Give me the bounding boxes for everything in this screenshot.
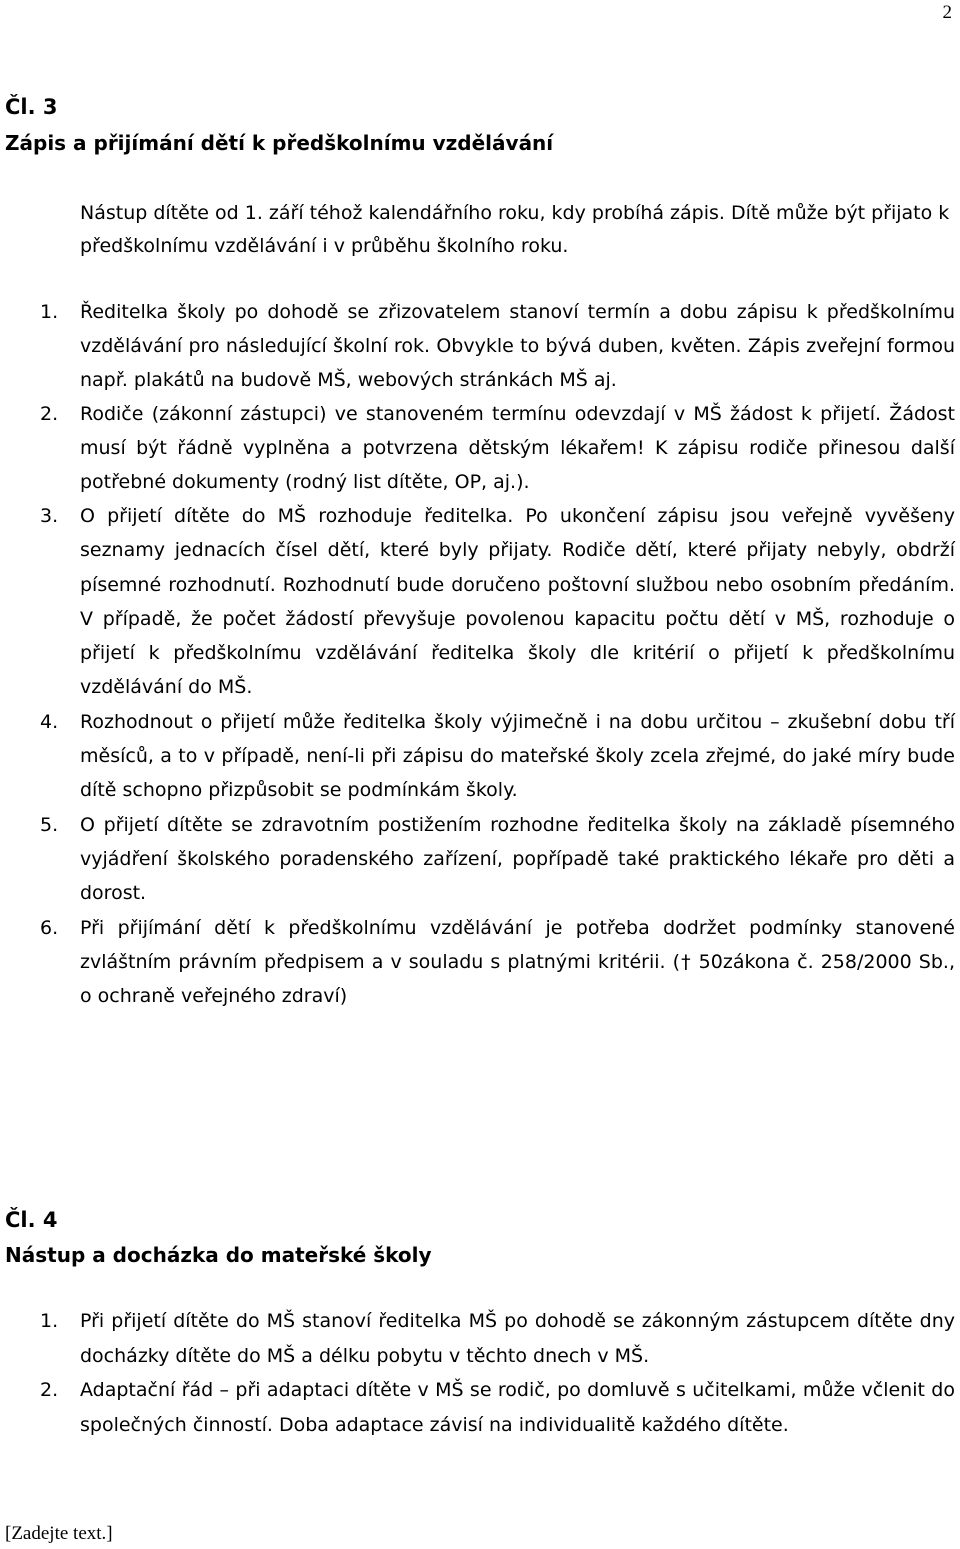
footer-placeholder: [Zadejte text.] xyxy=(5,1523,113,1544)
list-marker: 2. xyxy=(40,403,59,425)
list-item xyxy=(0,808,955,911)
list-item xyxy=(0,499,955,705)
list-item xyxy=(0,705,955,808)
list-marker: 4. xyxy=(40,710,59,733)
section-4-list xyxy=(0,1304,955,1442)
list-item-text: Při přijetí dítěte do MŠ stanoví ředitelka MŠ po dohodě se zákonným zástupcem dítěte dny docházky dítěte do MŠ a délku pobytu v těchto dnech v MŠ. xyxy=(80,1310,955,1367)
list-item xyxy=(0,1304,955,1373)
list-item-text: Adaptační řád – při adaptaci dítěte v MŠ se rodič, po domluvě s učitelkami, může včlenit do společných činností. Doba adaptace závisí na individualitě každého dítěte. xyxy=(80,1379,955,1436)
list-item xyxy=(0,911,955,1014)
list-item-text: Rozhodnout o přijetí může ředitelka školy výjimečně i na dobu určitou – zkušební dobu tří měsíců, a to v případě, není-li při zápisu do mateřské školy zcela zřejmé, do jaké míry bude dítě schopno přizpůsobit se podmínkám školy. xyxy=(80,710,955,802)
page-number: 2 xyxy=(942,2,952,23)
list-marker: 5. xyxy=(40,813,59,836)
section-4-number: Čl. 4 xyxy=(5,1208,58,1232)
list-marker: 6. xyxy=(40,916,59,939)
section-3-intro: Nástup dítěte od 1. září téhož kalendářního roku, kdy probíhá zápis. Dítě může být přijato k předškolnímu vzdělávání i v průběhu školního roku. xyxy=(80,202,950,257)
list-item-text: Při přijímání dětí k předškolnímu vzdělávání je potřeba dodržet podmínky stanovené zvláštním právním předpisem a v souladu s platnými kritérii. († 50zákona č. 258/2000 Sb., o ochraně veřejného zdraví) xyxy=(80,916,955,1008)
list-marker: 1. xyxy=(40,301,59,323)
section-3-title: Zápis a přijímání dětí k předškolnímu vzdělávání xyxy=(5,131,554,155)
list-marker: 1. xyxy=(40,1310,59,1332)
section-4-title: Nástup a docházka do mateřské školy xyxy=(5,1243,432,1267)
list-item xyxy=(0,397,955,499)
section-3-number: Čl. 3 xyxy=(5,95,58,119)
list-marker: 3. xyxy=(40,505,59,527)
list-item-text: Rodiče (zákonní zástupci) ve stanoveném termínu odevzdají v MŠ žádost k přijetí. Žádost musí být řádně vyplněna a potvrzena dětským lékařem! K zápisu rodiče přinesou další potřebné dokumenty (rodný list dítěte, OP, aj.). xyxy=(80,403,955,493)
list-item xyxy=(0,295,955,397)
list-item xyxy=(0,1373,955,1442)
list-item-text: Ředitelka školy po dohodě se zřizovatelem stanoví termín a dobu zápisu k předškolnímu vzdělávání pro následující školní rok. Obvykle to bývá duben, květen. Zápis zveřejní formou např. plakátů na budově MŠ, webových stránkách MŠ aj. xyxy=(80,301,955,391)
list-item-text: O přijetí dítěte se zdravotním postižením rozhodne ředitelka školy na základě písemného vyjádření školského poradenského zařízení, popřípadě také praktického lékaře pro děti a dorost. xyxy=(80,813,955,905)
section-3-list xyxy=(0,295,955,1013)
list-marker: 2. xyxy=(40,1379,59,1401)
list-item-text: O přijetí dítěte do MŠ rozhoduje ředitelka. Po ukončení zápisu jsou veřejně vyvěšeny seznamy jednacích čísel dětí, které byly přijaty. Rodiče dětí, které přijaty nebyly, obdrží písemné rozhodnutí. Rozhodnutí bude doručeno poštovní službou nebo osobním předáním. V případě, že počet žádostí převyšuje povolenou kapacitu počtu dětí v MŠ, rozhoduje o přijetí k předškolnímu vzdělávání ředitelka školy dle kritérií o přijetí k předškolnímu vzdělávání do MŠ. xyxy=(80,505,955,699)
